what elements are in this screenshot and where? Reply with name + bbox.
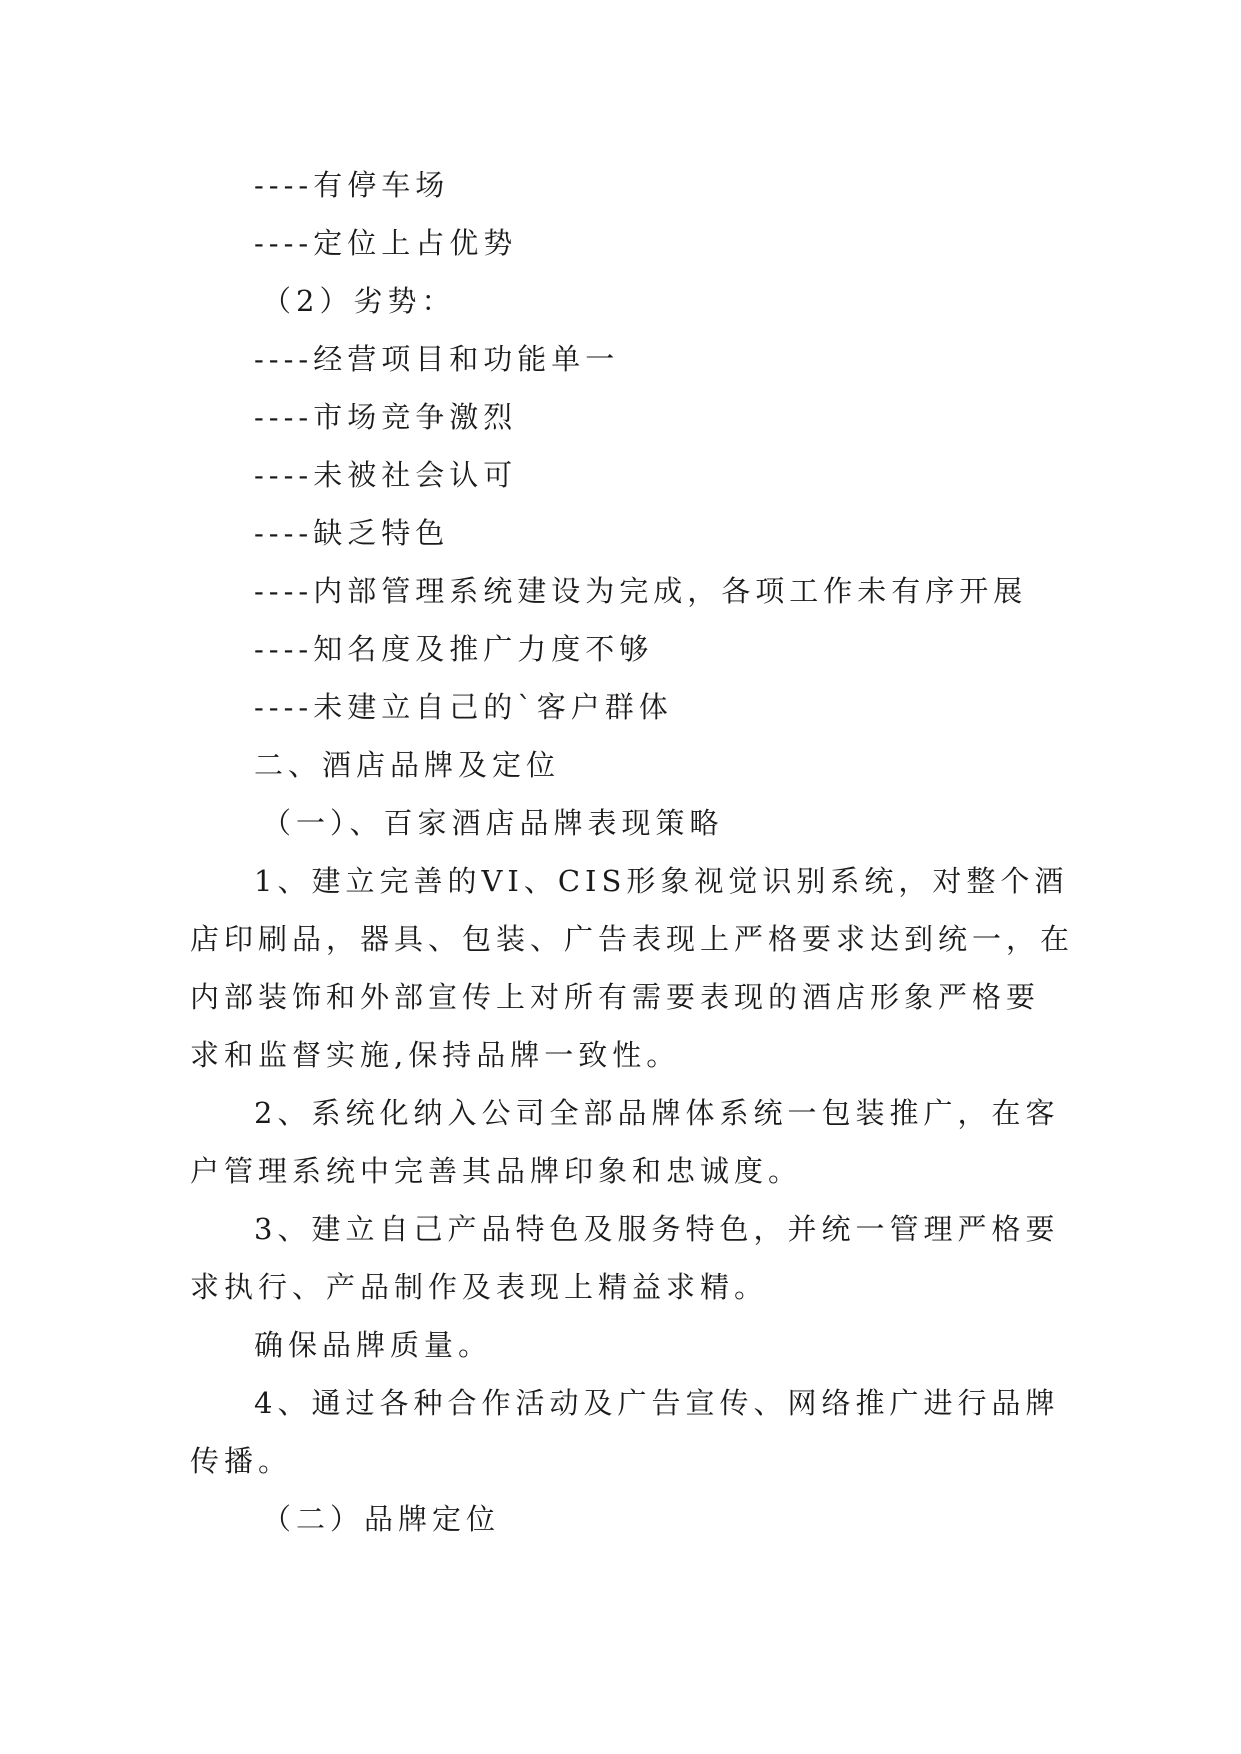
text-line: ----未建立自己的`客户群体: [254, 690, 673, 724]
paragraph-line: 求执行、产品制作及表现上精益求精。: [190, 1270, 769, 1304]
text-line: ----市场竞争激烈: [254, 400, 518, 434]
sub-heading: （2）劣势：: [262, 284, 456, 318]
paragraph-line: 内部装饰和外部宣传上对所有需要表现的酒店形象严格要: [190, 980, 1041, 1014]
text-line: ----定位上占优势: [254, 226, 518, 260]
paragraph-line: 户管理系统中完善其品牌印象和忠诚度。: [190, 1154, 803, 1188]
text-line: ----有停车场: [254, 168, 450, 202]
paragraph-line: 求和监督实施,保持品牌一致性。: [190, 1038, 681, 1072]
text-line: ----知名度及推广力度不够: [254, 632, 654, 666]
text-line: ----内部管理系统建设为完成，各项工作未有序开展: [254, 574, 1028, 608]
paragraph-line: 3、建立自己产品特色及服务特色，并统一管理严格要: [254, 1212, 1060, 1246]
section-heading: 二、酒店品牌及定位: [254, 748, 561, 782]
text-line: ----未被社会认可: [254, 458, 518, 492]
paragraph-line: 1、建立完善的VI、CIS形象视觉识别系统，对整个酒: [254, 864, 1069, 898]
text-line: ----缺乏特色: [254, 516, 450, 550]
paragraph-line: 店印刷品，器具、包装、广告表现上严格要求达到统一，在: [190, 922, 1075, 956]
paragraph-line: 2、系统化纳入公司全部品牌体系统一包装推广，在客: [254, 1096, 1060, 1130]
paragraph-line: 4、通过各种合作活动及广告宣传、网络推广进行品牌: [254, 1386, 1060, 1420]
sub-heading: （一）、百家酒店品牌表现策略: [262, 806, 724, 840]
sub-heading: （二）品牌定位: [262, 1502, 501, 1536]
paragraph-line: 确保品牌质量。: [254, 1328, 493, 1362]
paragraph-line: 传播。: [190, 1444, 293, 1478]
text-line: ----经营项目和功能单一: [254, 342, 620, 376]
